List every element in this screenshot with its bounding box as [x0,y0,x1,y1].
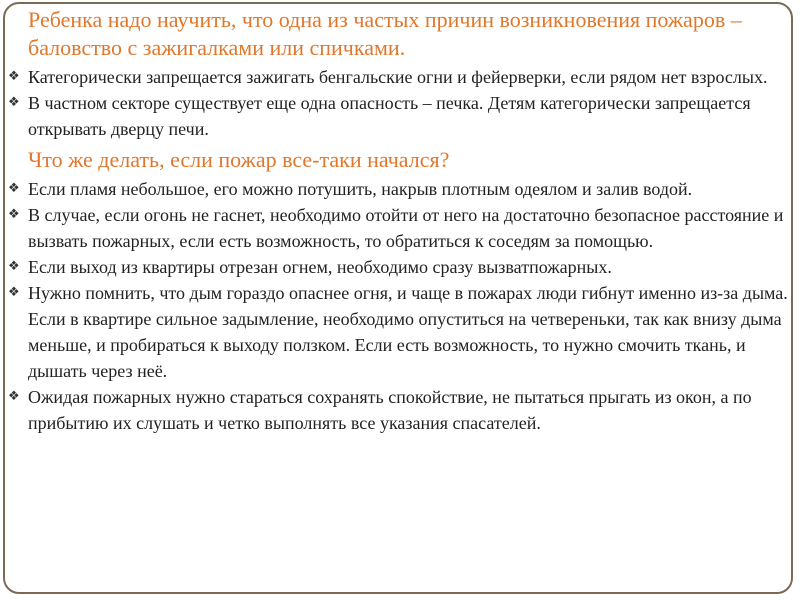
list-item-text: Если выход из квартиры отрезан огнем, необходимо сразу вызватпожарных. [28,257,612,277]
diamond-bullet-icon: ❖ [8,207,20,222]
diamond-bullet-icon: ❖ [8,181,20,196]
diamond-bullet-icon: ❖ [8,285,20,300]
list-item [8,254,788,280]
list-item-text: Если пламя небольшое, его можно потушить, накрыв плотным одеялом и залив водой. [28,179,693,199]
list-item-text: Ожидая пожарных нужно стараться сохранять спокойствие, не пытаться прыгать из окон, а по прибытию их слушать и четко выполнять все указания спасателей. [28,387,752,433]
list-item-text: В частном секторе существует еще одна опасность – печка. Детям категорически запрещается открывать дверцу печи. [28,93,751,139]
diamond-bullet-icon: ❖ [8,95,20,110]
list-item-text: Категорически запрещается зажигать бенгальские огни и фейерверки, если рядом нет взрослых. [28,67,768,87]
list-item-text: В случае, если огонь не гаснет, необходимо отойти от него на достаточно безопасное расстояние и вызвать пожарных, если есть возможность, то обратиться к соседям за помощью. [28,205,784,251]
list-item [8,202,788,254]
bullet-list-top [8,64,788,142]
list-item [8,280,788,384]
diamond-bullet-icon: ❖ [8,259,20,274]
list-item [8,64,788,90]
slide-content [8,6,788,436]
list-item [8,176,788,202]
diamond-bullet-icon: ❖ [8,389,20,404]
section-heading: Что же делать, если пожар все-таки начался? [28,147,450,172]
list-item-text: Нужно помнить, что дым гораздо опаснее огня, и чаще в пожарах люди гибнут именно из-за дыма. Если в квартире сильное задымление, необходимо опуститься на четвереньки, так как внизу дыма меньше, и пробираться к выходу ползком. Если есть возможность, то нужно смочить ткань, и дышать через неё. [28,283,788,381]
bullet-list-bottom [8,176,788,436]
list-item [8,384,788,436]
diamond-bullet-icon: ❖ [8,69,20,84]
intro-heading: Ребенка надо научить, что одна из частых причин возникновения пожаров – баловство с зажигалками или спичками. [28,7,742,60]
list-item [8,90,788,142]
